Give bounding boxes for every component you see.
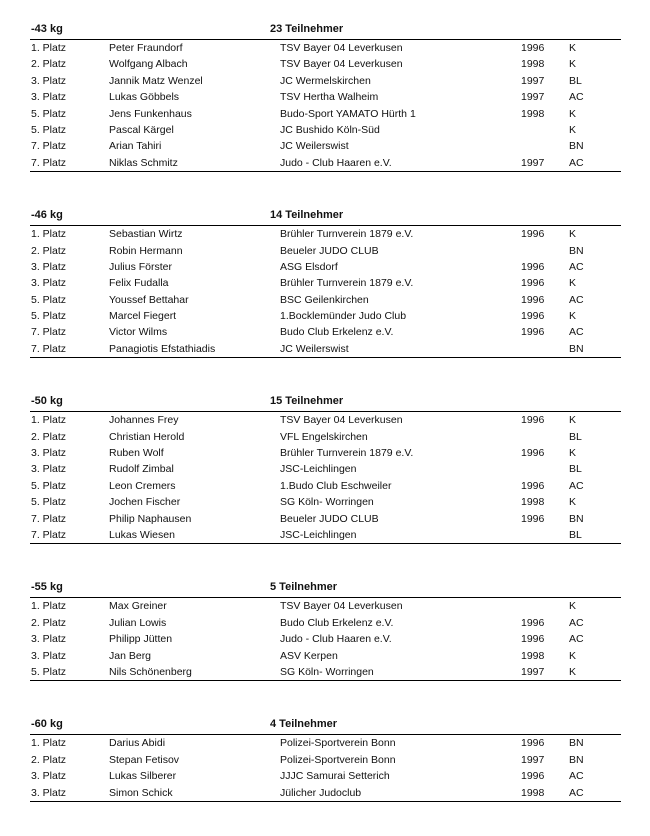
placement: 7. Platz: [31, 528, 67, 541]
athlete-name: Stepan Fetisov: [109, 753, 180, 766]
club-name: TSV Bayer 04 Leverkusen: [280, 42, 403, 54]
club-name: JSC-Leichlingen: [280, 463, 357, 476]
athlete-name: Peter Fraundorf: [109, 42, 183, 54]
region-code: BN: [569, 512, 584, 525]
weight-class-label: -50 kg: [31, 395, 63, 408]
club-name: Brühler Turnverein 1879 e.V.: [280, 277, 414, 290]
club-name: JJJC Samurai Setterich: [280, 770, 390, 783]
birth-year: 1997: [521, 665, 545, 678]
placement: 3. Platz: [31, 463, 67, 476]
athlete-name: Julian Lowis: [109, 616, 167, 629]
participant-count: 14 Teilnehmer: [270, 209, 344, 222]
result-row: [30, 324, 621, 340]
placement: 5. Platz: [31, 479, 67, 492]
birth-year: 1996: [521, 479, 545, 492]
club-name: SG Köln- Worringen: [280, 665, 374, 678]
participant-count: 4 Teilnehmer: [270, 718, 338, 731]
weight-category: [30, 715, 621, 802]
region-code: BN: [569, 244, 584, 257]
placement: 1. Platz: [31, 414, 67, 427]
result-row: [30, 40, 621, 56]
region-code: BN: [569, 753, 584, 766]
club-name: TSV Hertha Walheim: [280, 91, 379, 104]
birth-year: 1996: [521, 326, 545, 339]
weight-category: [30, 206, 621, 358]
club-name: SG Köln- Worringen: [280, 496, 374, 509]
region-code: K: [569, 58, 577, 71]
region-code: AC: [569, 770, 584, 783]
birth-year: 1998: [521, 786, 545, 799]
birth-year: 1996: [521, 616, 545, 629]
placement: 2. Platz: [31, 430, 67, 443]
athlete-name: Nils Schönenberg: [109, 665, 192, 678]
athlete-name: Philip Naphausen: [109, 512, 192, 525]
placement: 7. Platz: [31, 512, 67, 525]
birth-year: 1996: [521, 512, 545, 525]
birth-year: 1997: [521, 753, 545, 766]
weight-category: [30, 578, 621, 681]
region-code: AC: [569, 326, 584, 339]
results-table: [30, 412, 621, 544]
result-row: [30, 275, 621, 291]
participant-count: 5 Teilnehmer: [270, 581, 338, 594]
region-code: AC: [569, 633, 584, 646]
athlete-name: Lukas Wiesen: [109, 528, 175, 541]
athlete-name: Julius Förster: [109, 260, 173, 273]
region-code: AC: [569, 293, 584, 306]
athlete-name: Marcel Fiegert: [109, 310, 177, 323]
birth-year: 1996: [521, 414, 545, 427]
result-row: [30, 89, 621, 105]
athlete-name: Youssef Bettahar: [109, 293, 189, 306]
region-code: AC: [569, 91, 584, 104]
region-code: AC: [569, 156, 584, 169]
result-row: [30, 292, 621, 308]
athlete-name: Christian Herold: [109, 430, 185, 443]
result-row: [30, 598, 621, 614]
result-row: [30, 429, 621, 445]
region-code: BL: [569, 528, 582, 541]
athlete-name: Panagiotis Efstathiadis: [109, 342, 216, 355]
athlete-name: Robin Hermann: [109, 244, 183, 257]
placement: 3. Platz: [31, 786, 67, 799]
club-name: Brühler Turnverein 1879 e.V.: [280, 228, 414, 241]
result-row: [30, 461, 621, 477]
placement: 7. Platz: [31, 342, 67, 355]
athlete-name: Jochen Fischer: [109, 496, 181, 509]
region-code: K: [569, 496, 577, 509]
region-code: BN: [569, 140, 584, 153]
athlete-name: Niklas Schmitz: [109, 156, 178, 169]
placement: 3. Platz: [31, 91, 67, 104]
athlete-name: Jens Funkenhaus: [109, 107, 192, 120]
region-code: K: [569, 414, 577, 427]
category-header: [30, 20, 621, 40]
result-row: [30, 735, 621, 751]
athlete-name: Max Greiner: [109, 600, 167, 613]
placement: 3. Platz: [31, 447, 67, 460]
placement: 5. Platz: [31, 496, 67, 509]
participant-count: 23 Teilnehmer: [270, 23, 344, 35]
category-header: [30, 578, 621, 598]
athlete-name: Victor Wilms: [109, 326, 168, 339]
birth-year: 1998: [521, 649, 545, 662]
region-code: BL: [569, 74, 582, 87]
club-name: BSC Geilenkirchen: [280, 293, 369, 306]
region-code: BL: [569, 463, 582, 476]
placement: 3. Platz: [31, 74, 67, 87]
club-name: 1.Budo Club Eschweiler: [280, 479, 392, 492]
participant-count: 15 Teilnehmer: [270, 395, 344, 408]
athlete-name: Arian Tahiri: [109, 140, 162, 153]
placement: 5. Platz: [31, 123, 67, 136]
placement: 2. Platz: [31, 616, 67, 629]
club-name: JC Weilerswist: [280, 342, 349, 355]
result-row: [30, 478, 621, 494]
club-name: Jülicher Judoclub: [280, 786, 362, 799]
placement: 2. Platz: [31, 753, 67, 766]
result-row: [30, 243, 621, 259]
result-row: [30, 155, 621, 171]
region-code: K: [569, 310, 577, 323]
birth-year: 1996: [521, 447, 545, 460]
result-row: [30, 527, 621, 543]
athlete-name: Simon Schick: [109, 786, 173, 799]
region-code: K: [569, 42, 577, 54]
club-name: JC Bushido Köln-Süd: [280, 123, 380, 136]
result-row: [30, 73, 621, 89]
placement: 3. Platz: [31, 260, 67, 273]
birth-year: 1997: [521, 91, 545, 104]
result-row: [30, 259, 621, 275]
athlete-name: Lukas Göbbels: [109, 91, 180, 104]
weight-class-label: -46 kg: [31, 209, 63, 222]
region-code: K: [569, 277, 577, 290]
club-name: Polizei-Sportverein Bonn: [280, 737, 396, 750]
placement: 2. Platz: [31, 244, 67, 257]
club-name: Budo Club Erkelenz e.V.: [280, 616, 394, 629]
result-row: [30, 664, 621, 680]
placement: 3. Platz: [31, 649, 67, 662]
placement: 1. Platz: [31, 228, 67, 241]
birth-year: 1998: [521, 58, 545, 71]
region-code: AC: [569, 479, 584, 492]
club-name: TSV Bayer 04 Leverkusen: [280, 58, 403, 71]
club-name: Budo Club Erkelenz e.V.: [280, 326, 394, 339]
region-code: K: [569, 123, 577, 136]
result-row: [30, 122, 621, 138]
placement: 5. Platz: [31, 665, 67, 678]
results-table: [30, 40, 621, 172]
birth-year: 1998: [521, 107, 545, 120]
club-name: VFL Engelskirchen: [280, 430, 368, 443]
result-row: [30, 226, 621, 242]
athlete-name: Rudolf Zimbal: [109, 463, 174, 476]
category-header: [30, 715, 621, 735]
birth-year: 1996: [521, 770, 545, 783]
birth-year: 1997: [521, 156, 545, 169]
region-code: AC: [569, 786, 584, 799]
athlete-name: Philipp Jütten: [109, 633, 173, 646]
placement: 5. Platz: [31, 293, 67, 306]
region-code: AC: [569, 616, 584, 629]
athlete-name: Wolfgang Albach: [109, 58, 188, 71]
birth-year: 1996: [521, 310, 545, 323]
club-name: JC Weilerswist: [280, 140, 349, 153]
placement: 7. Platz: [31, 140, 67, 153]
result-row: [30, 494, 621, 510]
club-name: 1.Bocklemünder Judo Club: [280, 310, 407, 323]
weight-class-label: -60 kg: [31, 718, 63, 731]
club-name: JSC-Leichlingen: [280, 528, 357, 541]
region-code: BL: [569, 430, 582, 443]
region-code: K: [569, 447, 577, 460]
placement: 3. Platz: [31, 633, 67, 646]
region-code: K: [569, 228, 577, 241]
result-row: [30, 631, 621, 647]
result-row: [30, 106, 621, 122]
athlete-name: Felix Fudalla: [109, 277, 169, 290]
result-row: [30, 445, 621, 461]
placement: 5. Platz: [31, 310, 67, 323]
athlete-name: Sebastian Wirtz: [109, 228, 183, 241]
club-name: ASG Elsdorf: [280, 260, 338, 273]
placement: 3. Platz: [31, 770, 67, 783]
club-name: Judo - Club Haaren e.V.: [280, 633, 392, 646]
result-row: [30, 308, 621, 324]
birth-year: 1996: [521, 633, 545, 646]
result-row: [30, 412, 621, 428]
birth-year: 1996: [521, 228, 545, 241]
athlete-name: Darius Abidi: [109, 737, 166, 750]
birth-year: 1996: [521, 293, 545, 306]
weight-category: [30, 20, 621, 172]
result-row: [30, 752, 621, 768]
club-name: Beueler JUDO CLUB: [280, 512, 379, 525]
region-code: AC: [569, 260, 584, 273]
club-name: Beueler JUDO CLUB: [280, 244, 379, 257]
placement: 1. Platz: [31, 42, 67, 54]
region-code: BN: [569, 342, 584, 355]
weight-class-label: -43 kg: [31, 23, 63, 35]
birth-year: 1998: [521, 496, 545, 509]
athlete-name: Jannik Matz Wenzel: [109, 74, 203, 87]
club-name: Budo-Sport YAMATO Hürth 1: [280, 107, 416, 120]
result-row: [30, 138, 621, 154]
placement: 1. Platz: [31, 600, 67, 613]
results-sheet: [30, 20, 621, 836]
athlete-name: Lukas Silberer: [109, 770, 177, 783]
athlete-name: Leon Cremers: [109, 479, 176, 492]
category-header: [30, 206, 621, 226]
category-header: [30, 392, 621, 412]
placement: 7. Platz: [31, 156, 67, 169]
club-name: Brühler Turnverein 1879 e.V.: [280, 447, 414, 460]
placement: 2. Platz: [31, 58, 67, 71]
club-name: Polizei-Sportverein Bonn: [280, 753, 396, 766]
result-row: [30, 511, 621, 527]
birth-year: 1997: [521, 74, 545, 87]
birth-year: 1996: [521, 260, 545, 273]
club-name: JC Wermelskirchen: [280, 74, 371, 87]
results-table: [30, 598, 621, 681]
result-row: [30, 56, 621, 72]
result-row: [30, 615, 621, 631]
club-name: TSV Bayer 04 Leverkusen: [280, 600, 403, 613]
athlete-name: Johannes Frey: [109, 414, 179, 427]
result-row: [30, 648, 621, 664]
club-name: ASV Kerpen: [280, 649, 338, 662]
region-code: K: [569, 600, 577, 613]
club-name: TSV Bayer 04 Leverkusen: [280, 414, 403, 427]
result-row: [30, 768, 621, 784]
results-table: [30, 226, 621, 358]
result-row: [30, 785, 621, 801]
placement: 1. Platz: [31, 737, 67, 750]
weight-class-label: -55 kg: [31, 581, 63, 594]
birth-year: 1996: [521, 737, 545, 750]
athlete-name: Ruben Wolf: [109, 447, 164, 460]
athlete-name: Jan Berg: [109, 649, 152, 662]
athlete-name: Pascal Kärgel: [109, 123, 174, 136]
placement: 7. Platz: [31, 326, 67, 339]
birth-year: 1996: [521, 42, 545, 54]
club-name: Judo - Club Haaren e.V.: [280, 156, 392, 169]
results-table: [30, 735, 621, 802]
birth-year: 1996: [521, 277, 545, 290]
weight-category: [30, 392, 621, 544]
region-code: K: [569, 665, 577, 678]
region-code: BN: [569, 737, 584, 750]
placement: 5. Platz: [31, 107, 67, 120]
region-code: K: [569, 649, 577, 662]
placement: 3. Platz: [31, 277, 67, 290]
region-code: K: [569, 107, 577, 120]
result-row: [30, 341, 621, 357]
